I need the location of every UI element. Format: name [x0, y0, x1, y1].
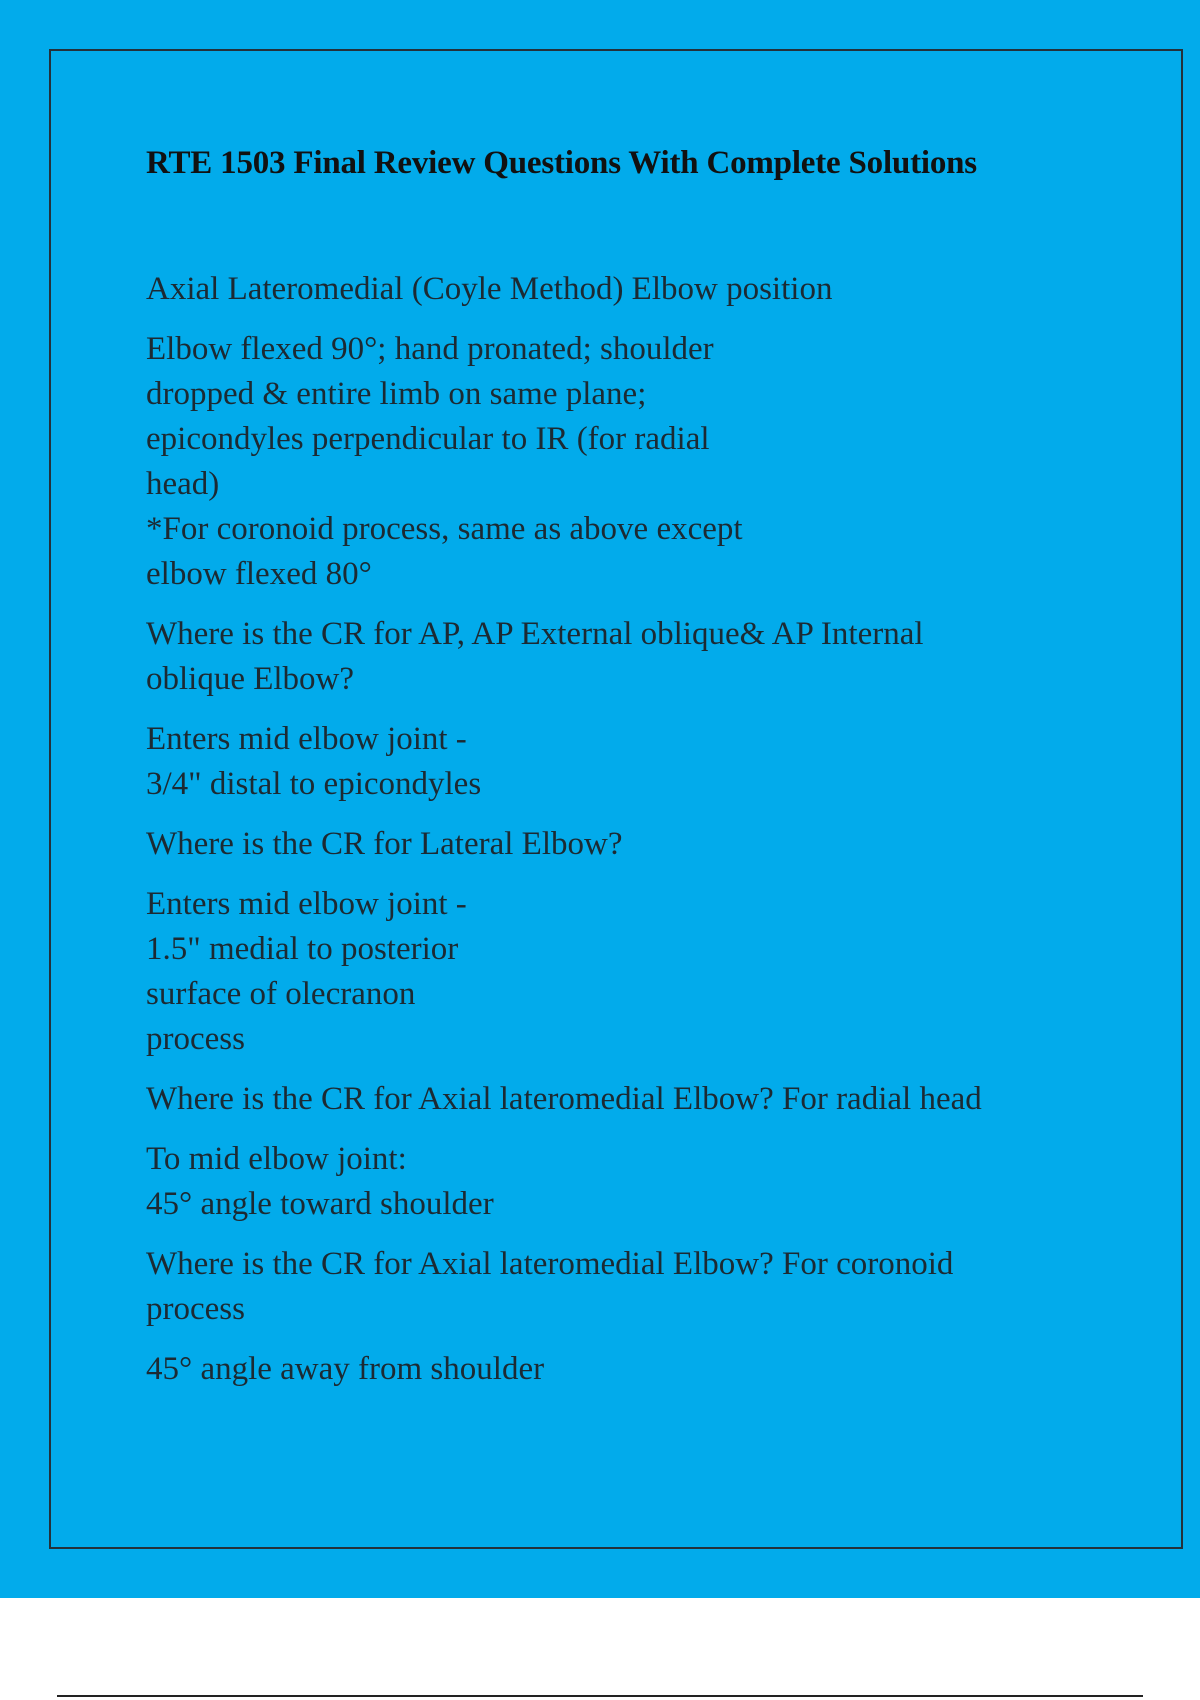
question-text: Where is the CR for AP, AP External oblique& AP Internal oblique Elbow?	[146, 616, 924, 697]
answer-text: To mid elbow joint: 45° angle toward shoulder	[146, 1141, 494, 1222]
question-text: Where is the CR for Axial lateromedial Elbow? For coronoid process	[146, 1246, 954, 1327]
question-text: Where is the CR for Axial lateromedial Elbow? For radial head	[146, 1081, 982, 1117]
qa-item	[146, 1242, 1086, 1392]
answer-text: Enters mid elbow joint - 1.5" medial to posterior surface of olecranon process	[146, 886, 467, 1057]
question-text: Axial Lateromedial (Coyle Method) Elbow position	[146, 271, 833, 307]
qa-item	[146, 612, 1086, 807]
answer-text: Enters mid elbow joint - 3/4" distal to epicondyles	[146, 721, 482, 802]
answer-text: 45° angle away from shoulder	[146, 1351, 545, 1387]
answer-text: Elbow flexed 90°; hand pronated; shoulder dropped & entire limb on same plane; epicondyles perpendicular to IR (for radial head) *For coronoid process, same as above except elbow flexed 80°	[146, 331, 743, 592]
qa-item	[146, 267, 1086, 597]
document-title: RTE 1503 Final Review Questions With Complete Solutions	[146, 145, 977, 181]
qa-list	[146, 267, 1086, 1392]
qa-item	[146, 1077, 1086, 1227]
question-text: Where is the CR for Lateral Elbow?	[146, 826, 623, 862]
qa-item	[146, 822, 1086, 1062]
footer-divider	[57, 1695, 1143, 1697]
